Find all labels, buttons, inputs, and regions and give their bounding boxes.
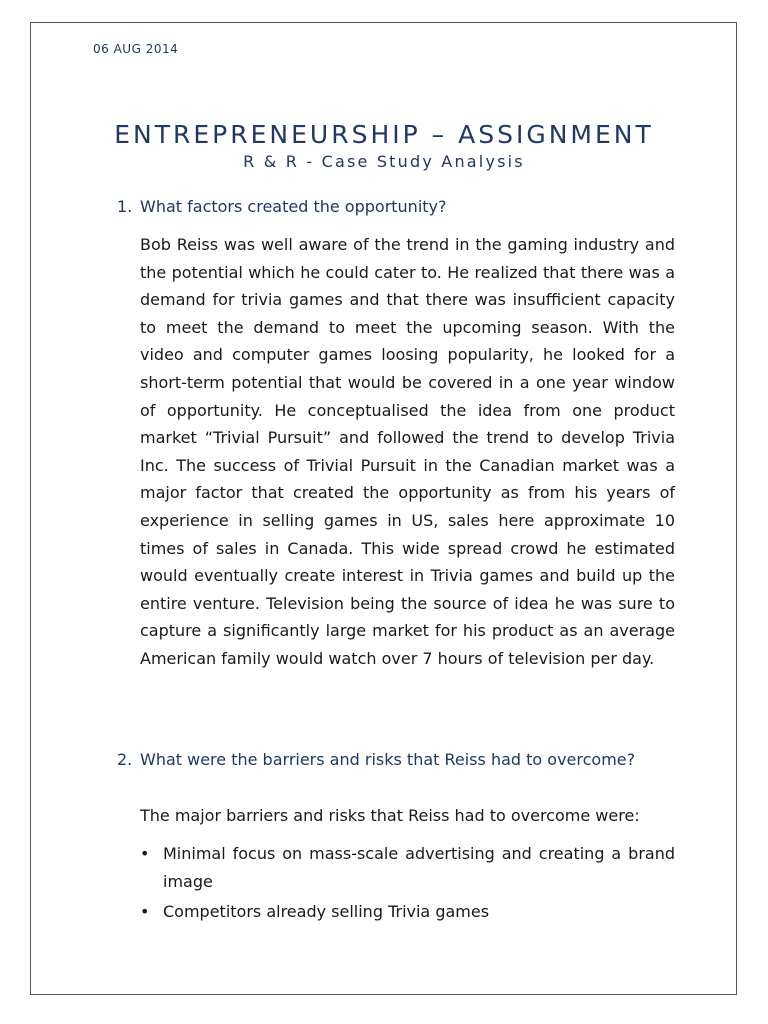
document-subtitle: R & R - Case Study Analysis (243, 152, 525, 171)
question-2 (117, 750, 675, 770)
question-2-text: What were the barriers and risks that Reiss had to overcome? (140, 750, 636, 769)
question-2-number: 2. (117, 750, 133, 769)
bullet-text: Competitors already selling Trivia games (163, 902, 490, 922)
question-1-text: What factors created the opportunity? (140, 197, 447, 216)
list-item (140, 898, 675, 926)
bullet-text: Minimal focus on mass-scale advertising and creating a brand image (163, 844, 675, 891)
document-date: 06 AUG 2014 (93, 42, 179, 56)
bullet-icon: • (140, 902, 150, 922)
answer-2-intro: The major barriers and risks that Reiss had to overcome were: (140, 806, 640, 825)
list-item (140, 840, 675, 895)
document-title: ENTREPRENEURSHIP – ASSIGNMENT (114, 120, 654, 149)
answer-2-bullet-list (140, 840, 675, 929)
question-1 (117, 197, 675, 217)
bullet-icon: • (140, 844, 150, 863)
answer-1-paragraph: Bob Reiss was well aware of the trend in the gaming industry and the potential which he could cater to. He realized that there was a demand for trivia games and that there was insufficient capacity to meet the demand to meet the upcoming season. With the video and computer games loosing popularity, he looked for a short-term potential that would be covered in a one year window of opportunity. He conceptualised the idea from one product market “Trivial Pursuit” and followed the trend to develop Trivia Inc. The success of Trivial Pursuit in the Canadian market was a major factor that created the opportunity as from his years of experience in selling games in US, sales here approximate 10 times of sales in Canada. This wide spread crowd he estimated would eventually create interest in Trivia games and build up the entire venture. Television being the source of idea he was sure to capture a significantly large market for his product as an average American family would watch over 7 hours of television per day. (140, 235, 675, 668)
question-1-number: 1. (117, 197, 133, 216)
